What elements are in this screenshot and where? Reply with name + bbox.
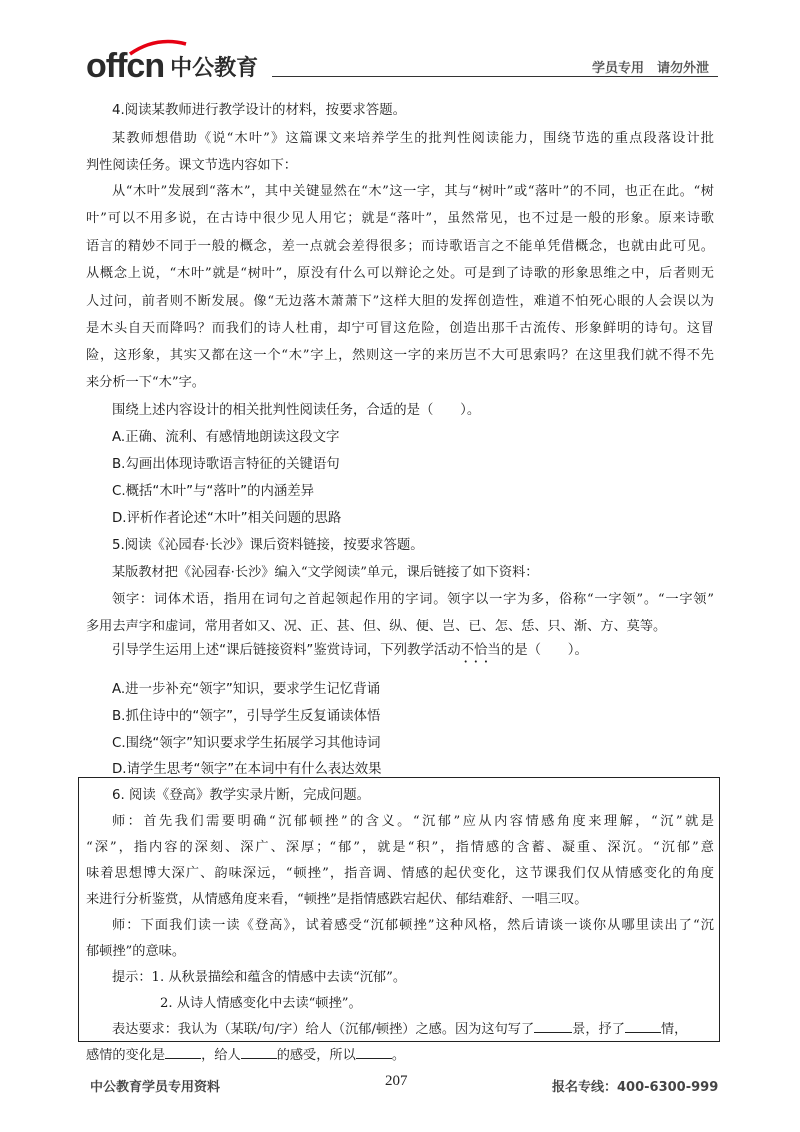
passage-line: 从“木叶”发展到“落木”，其中关键显然在“木”这一字，其与“树叶”或“落叶”的不同，也正在此。“树 xyxy=(112,184,714,199)
q6-title: 6. 阅读《登高》教学实录片断，完成问题。 xyxy=(112,788,371,803)
box-line: “深”，指内容的深刻、深广、深厚；“郁”，就是“积”，指情感的含蓄、凝重、深沉。“沉郁”意 xyxy=(86,840,714,855)
passage-line: 叶”可以不用多说，在古诗中很少见人用它；就是“落叶”，虽然常见，也不过是一般的形象。原来诗歌 xyxy=(86,211,714,226)
q5-option-b[interactable]: B.抓住诗中的“领字”，引导学生反复诵读体悟 xyxy=(112,709,381,724)
expression-requirement: 表达要求：我认为（某联/句/字）给人（沉郁/顿挫）之感。因为这句写了 景，抒了 情， xyxy=(112,1022,688,1037)
q4-option-c[interactable]: C.概括“木叶”与“落叶”的内涵差异 xyxy=(112,484,315,499)
fill-blank-scene[interactable] xyxy=(534,1020,572,1033)
q4-option-b[interactable]: B.勾画出体现诗歌语言特征的关键语句 xyxy=(112,457,340,472)
page-number: 207 xyxy=(385,1073,408,1089)
q5-material-line: 领字：词体术语，指用在词句之首起领起作用的字词。领字以一字为多，俗称“一字领”。“一字领” xyxy=(112,592,714,607)
q5-title: 5.阅读《沁园春·长沙》课后资料链接，按要求答题。 xyxy=(112,538,424,553)
box-line: 师：首先我们需要明确“沉郁顿挫”的含义。“沉郁”应从内容情感角度来理解，“沉”就是 xyxy=(112,814,714,829)
expression-requirement-cont: 感情的变化是 ，给人 的感受，所以 。 xyxy=(86,1048,405,1063)
logo-chinese: 中公教育 xyxy=(170,55,259,81)
passage-line: 语言的精妙不同于一般的概念，差一点就会差得很多；而诗歌语言之不能单凭借概念，也就由此可见。 xyxy=(86,239,714,254)
emphasis-text: 不恰当 ••• xyxy=(461,643,501,658)
box-line: 味着思想博大深广、韵味深远，“顿挫”，指音调、情感的起伏变化，这节课我们仅从情感变化的角度 xyxy=(86,866,714,881)
q5-intro: 某版教材把《沁园春·长沙》编入“文学阅读”单元，课后链接了如下资料： xyxy=(112,565,539,580)
hint-2: 2. 从诗人情感变化中去读“顿挫”。 xyxy=(160,996,362,1011)
q5-question: 引导学生运用上述“课后链接资料”鉴赏诗词，下列教学活动不恰当 •••的是（ ）。 xyxy=(112,644,588,657)
q4-question: 围绕上述内容设计的相关批判性阅读任务，合适的是（ ）。 xyxy=(112,403,481,418)
header-notice: 学员专用 请勿外泄 xyxy=(592,61,710,76)
box-line: 来进行分析鉴赏，从情感角度来看，“顿挫”是指情感跌宕起伏、郁结难舒、一唱三叹。 xyxy=(86,892,588,907)
fill-blank-emotion[interactable] xyxy=(625,1020,661,1033)
passage-line: 人过问，前者则不断发展。像“无边落木萧萧下”这样大胆的发挥创造性，难道不怕死心眼的人会误以为 xyxy=(86,294,714,309)
logo-swoosh-icon xyxy=(128,38,188,56)
footer-label: 中公教育学员专用资料 xyxy=(90,1080,221,1095)
q5-option-a[interactable]: A.进一步补充“领字”知识，要求学生记忆背诵 xyxy=(112,682,381,697)
passage-line: 来分析一下“木”字。 xyxy=(86,375,205,390)
q5-option-d[interactable]: D.请学生思考“领字”在本词中有什么表达效果 xyxy=(112,762,382,777)
footer-hotline: 报名专线：400-6300-999 xyxy=(552,1080,719,1095)
q4-intro-line: 某教师想借助《说“木叶”》这篇课文来培养学生的批判性阅读能力，围绕节选的重点段落设计批 xyxy=(112,131,714,146)
q5-option-c[interactable]: C.围绕“领字”知识要求学生拓展学习其他诗词 xyxy=(112,736,381,751)
passage-line: 险，这形象，其实又都在这一个“木”字上，然则这一字的来历岂不大可思索吗？在这里我们就不得不先 xyxy=(86,348,714,363)
q4-option-d[interactable]: D.评析作者论述“木叶”相关问题的思路 xyxy=(112,511,342,526)
fill-blank-conclusion[interactable] xyxy=(356,1046,392,1059)
passage-line: 是木头自天而降吗？而我们的诗人杜甫，却宁可冒这危险，创造出那千古流传、形象鲜明的诗句。这冒 xyxy=(86,321,714,336)
q4-intro-line: 判性阅读任务。课文节选内容如下： xyxy=(86,158,297,173)
box-line: 师：下面我们读一读《登高》，试着感受“沉郁顿挫”这种风格，然后请谈一谈你从哪里读出了“沉 xyxy=(112,918,714,933)
q4-option-a[interactable]: A.正确、流利、有感情地朗读这段文字 xyxy=(112,430,340,445)
fill-blank-feeling[interactable] xyxy=(241,1046,277,1059)
hint-1: 提示：1. 从秋景描绘和蕴含的情感中去读“沉郁”。 xyxy=(112,970,407,985)
q5-material-line: 多用去声字和虚词，常用者如又、况、正、甚、但、纵、便、岂、已、怎、恁、只、渐、方、莫等。 xyxy=(86,619,667,634)
passage-line: 从概念上说，“木叶”就是“树叶”，原没有什么可以辩论之处。可是到了诗歌的形象思维之中，后者则无 xyxy=(86,266,714,281)
header-rule xyxy=(272,76,718,77)
box-line: 郁顿挫”的意味。 xyxy=(86,944,186,959)
fill-blank-change[interactable] xyxy=(165,1046,201,1059)
logo-wordmark: offcn xyxy=(86,46,165,85)
q4-title: 4.阅读某教师进行教学设计的材料，按要求答题。 xyxy=(112,103,406,118)
